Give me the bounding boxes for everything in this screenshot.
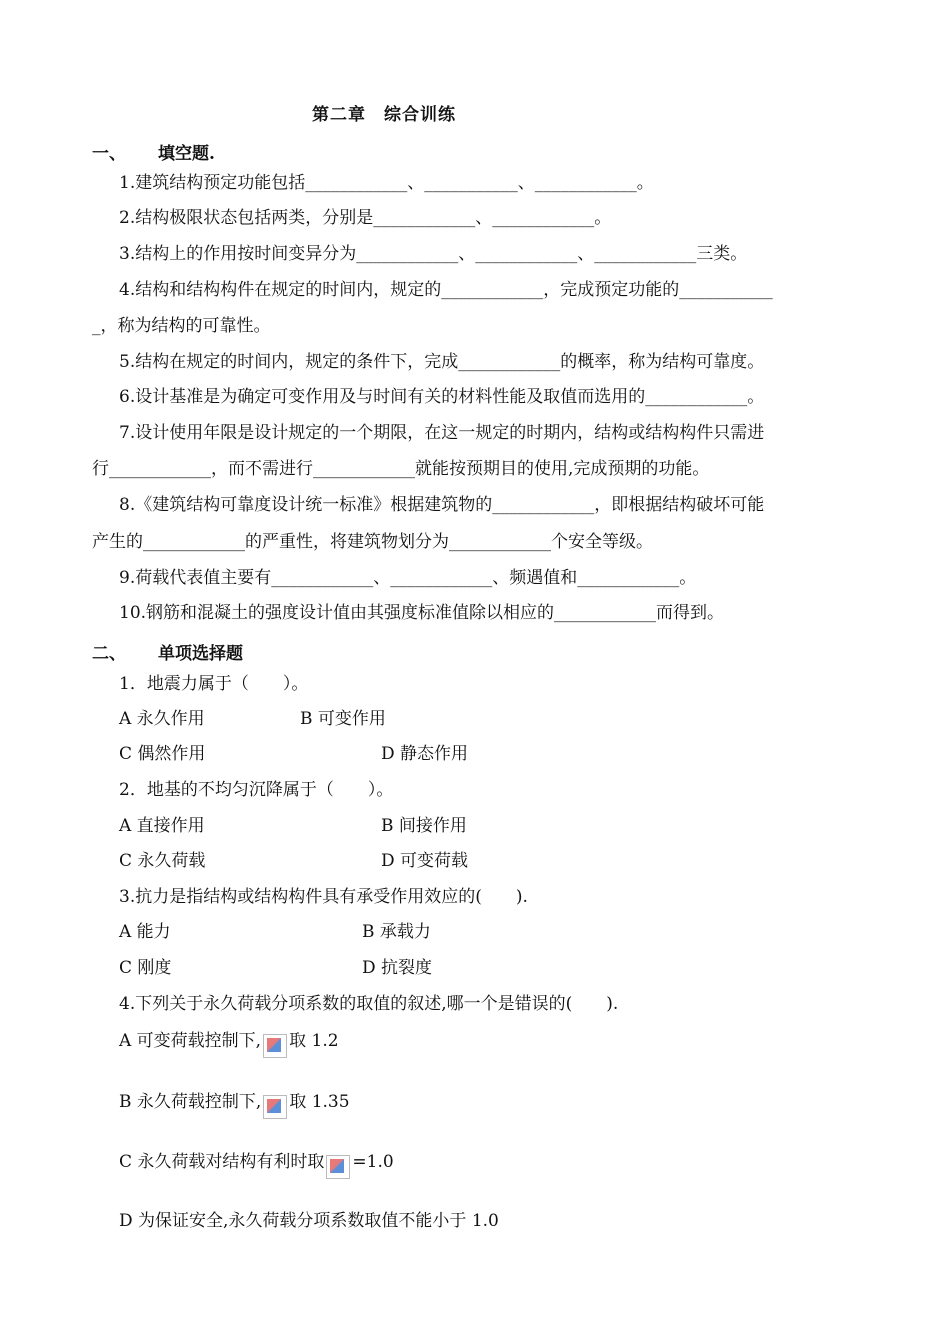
option-3b: B 承载力 xyxy=(362,922,431,942)
option-3a: A 能力 xyxy=(119,922,171,942)
fill-question-4-cont: _，称为结构的可靠性。 xyxy=(92,316,271,336)
section-title: 填空题. xyxy=(158,144,215,164)
page-title: 第二章 综合训练 xyxy=(312,105,456,125)
option-2b: B 间接作用 xyxy=(381,816,467,836)
option-4c-value: =1.0 xyxy=(352,1152,394,1172)
fill-question-1: 1.建筑结构预定功能包括____________、___________、____________。 xyxy=(119,173,654,193)
fill-question-5: 5.结构在规定的时间内，规定的条件下，完成____________的概率，称为结构可靠度。 xyxy=(119,352,765,372)
section-number: 一、 xyxy=(92,144,126,164)
option-3c: C 刚度 xyxy=(119,958,172,978)
section-number: 二、 xyxy=(92,644,126,664)
fill-question-3: 3.结构上的作用按时间变异分为____________、____________、____________三类。 xyxy=(119,244,748,264)
fill-question-7: 7.设计使用年限是设计规定的一个期限，在这一规定的时期内，结构或结构构件只需进 xyxy=(119,423,765,443)
option-4c-text: C 永久荷载对结构有利时取 xyxy=(119,1152,325,1172)
option-4a-value: 取 1.2 xyxy=(289,1031,339,1051)
option-2d: D 可变荷载 xyxy=(381,851,469,871)
section-title: 单项选择题 xyxy=(158,644,243,664)
option-1c: C 偶然作用 xyxy=(119,744,206,764)
option-3d: D 抗裂度 xyxy=(362,958,433,978)
choice-question-1: 1．地震力属于（ ）。 xyxy=(119,674,309,694)
fill-question-2: 2.结构极限状态包括两类，分别是____________、____________。 xyxy=(119,208,612,228)
option-2c: C 永久荷载 xyxy=(119,851,206,871)
fill-question-6: 6.设计基准是为确定可变作用及与时间有关的材料性能及取值而选用的____________。 xyxy=(119,387,765,407)
fill-question-4: 4.结构和结构构件在规定的时间内，规定的____________，完成预定功能的___________ xyxy=(119,280,773,300)
option-4a xyxy=(119,1030,339,1058)
option-1b: B 可变作用 xyxy=(300,709,386,729)
fill-question-7-cont: 行____________，而不需进行____________就能按预期目的使用,完成预期的功能。 xyxy=(92,459,710,479)
option-4c xyxy=(119,1151,394,1179)
option-1d: D 静态作用 xyxy=(381,744,469,764)
fill-question-10: 10.钢筋和混凝土的强度设计值由其强度标准值除以相应的____________而得到。 xyxy=(119,603,725,623)
broken-image-icon xyxy=(263,1095,287,1119)
fill-question-8: 8.《建筑结构可靠度设计统一标准》根据建筑物的____________，即根据结构破坏可能 xyxy=(119,495,765,515)
fill-question-9: 9.荷载代表值主要有____________、____________、频遇值和____________。 xyxy=(119,568,697,588)
option-4a-text: A 可变荷载控制下, xyxy=(119,1031,262,1051)
option-4b-text: B 永久荷载控制下, xyxy=(119,1092,262,1112)
fill-question-8-cont: 产生的____________的严重性，将建筑物划分为____________个安全等级。 xyxy=(92,532,653,552)
broken-image-icon xyxy=(263,1034,287,1058)
option-1a: A 永久作用 xyxy=(119,709,205,729)
option-4d: D 为保证安全,永久荷载分项系数取值不能小于 1.0 xyxy=(119,1211,499,1231)
choice-question-4: 4.下列关于永久荷载分项系数的取值的叙述,哪一个是错误的( ). xyxy=(119,994,619,1014)
choice-question-2: 2．地基的不均匀沉降属于（ ）。 xyxy=(119,780,394,800)
option-4b-value: 取 1.35 xyxy=(289,1092,350,1112)
option-4b xyxy=(119,1091,350,1119)
section-heading-fill xyxy=(92,139,215,164)
broken-image-icon xyxy=(326,1155,350,1179)
section-heading-choice xyxy=(92,639,243,664)
choice-question-3: 3.抗力是指结构或结构构件具有承受作用效应的( ). xyxy=(119,887,528,907)
option-2a: A 直接作用 xyxy=(119,816,205,836)
